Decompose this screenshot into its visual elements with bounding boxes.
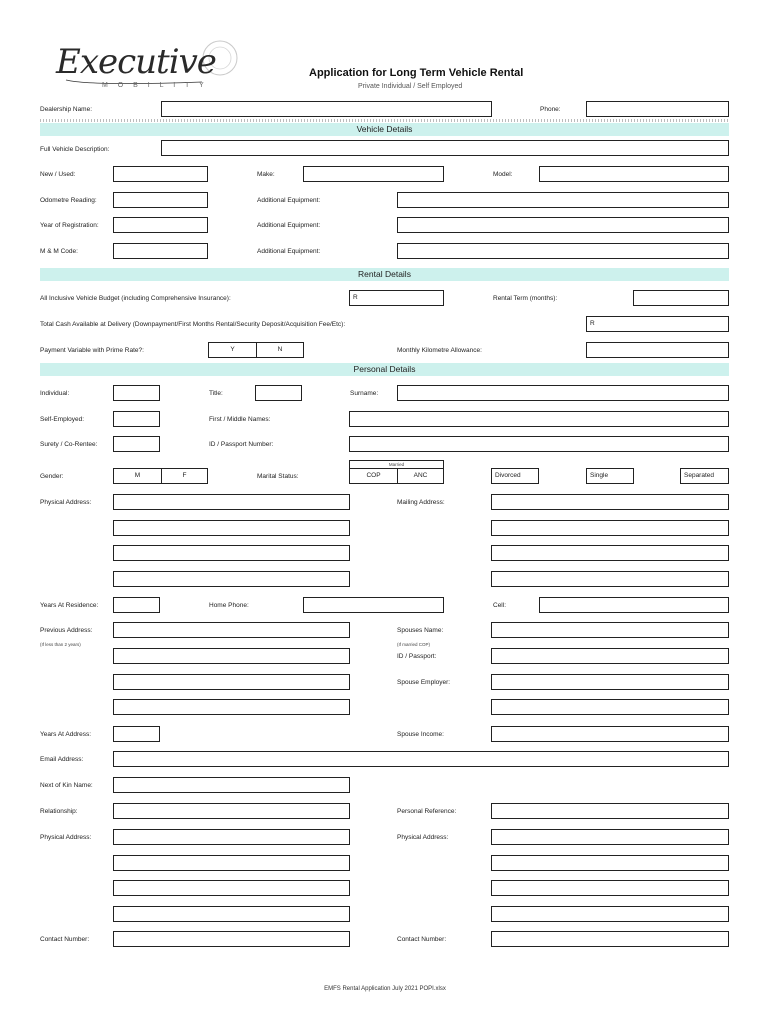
marital-cop[interactable]: COP: [366, 472, 381, 479]
surety-label: Surety / Co-Rentee:: [40, 441, 98, 448]
reference-address-line-4[interactable]: [491, 906, 729, 922]
married-caption: Married: [349, 460, 444, 468]
additional-equipment-field-1[interactable]: [397, 192, 729, 208]
kin-address-line-3[interactable]: [113, 880, 350, 896]
marital-divorced[interactable]: Divorced: [491, 468, 539, 484]
phone-field[interactable]: [586, 101, 729, 117]
marital-status-label: Marital Status:: [257, 473, 299, 480]
dealership-name-field[interactable]: [161, 101, 492, 117]
years-residence-field[interactable]: [113, 597, 160, 613]
vehicle-budget-label: All Inclusive Vehicle Budget (including Comprehensive Insurance):: [40, 295, 231, 302]
make-field[interactable]: [303, 166, 444, 182]
km-allowance-label: Monthly Kilometre Allowance:: [397, 347, 482, 354]
years-address-field[interactable]: [113, 726, 160, 742]
additional-equipment-label-3: Additional Equipment:: [257, 248, 321, 255]
mailing-address-line-3[interactable]: [491, 545, 729, 561]
page-footer: EMFS Rental Application July 2021 POPI.xlsx: [324, 986, 446, 992]
additional-equipment-field-3[interactable]: [397, 243, 729, 259]
prime-rate-yes[interactable]: Y: [230, 346, 235, 353]
years-residence-label: Years At Residence:: [40, 602, 99, 609]
next-of-kin-label: Next of Kin Name:: [40, 782, 93, 789]
full-vehicle-description-field[interactable]: [161, 140, 729, 156]
kin-contact-number-label: Contact Number:: [40, 936, 90, 943]
vehicle-budget-field[interactable]: R: [349, 290, 444, 306]
company-logo: [52, 36, 252, 96]
years-address-label: Years At Address:: [40, 731, 92, 738]
spouse-employer-label: Spouse Employer:: [397, 679, 451, 686]
section-personal-details: Personal Details: [40, 363, 729, 376]
gender-label: Gender:: [40, 473, 64, 480]
reference-contact-number-label: Contact Number:: [397, 936, 447, 943]
email-field[interactable]: [113, 751, 729, 767]
previous-address-line-1[interactable]: [113, 622, 350, 638]
physical-address-line-4[interactable]: [113, 571, 350, 587]
mailing-address-line-2[interactable]: [491, 520, 729, 536]
additional-equipment-label-2: Additional Equipment:: [257, 222, 321, 229]
prime-rate-field[interactable]: [208, 342, 304, 358]
prime-rate-label: Payment Variable with Prime Rate?:: [40, 347, 144, 354]
reference-address-line-3[interactable]: [491, 880, 729, 896]
spouse-name-field[interactable]: [491, 622, 729, 638]
gender-female[interactable]: F: [182, 472, 187, 479]
odometer-label: Odometre Reading:: [40, 197, 97, 204]
marital-anc[interactable]: ANC: [413, 472, 428, 479]
new-used-label: New / Used:: [40, 171, 76, 178]
previous-address-line-3[interactable]: [113, 674, 350, 690]
spouse-employer-field-2[interactable]: [491, 699, 729, 715]
self-employed-label: Self-Employed:: [40, 416, 85, 423]
reference-physical-address-label: Physical Address:: [397, 834, 449, 841]
rental-term-label: Rental Term (months):: [493, 295, 558, 302]
new-used-field[interactable]: [113, 166, 208, 182]
previous-address-line-2[interactable]: [113, 648, 350, 664]
marital-separated[interactable]: Separated: [680, 468, 729, 484]
dealership-name-label: Dealership Name:: [40, 106, 93, 113]
next-of-kin-field[interactable]: [113, 777, 350, 793]
personal-reference-field[interactable]: [491, 803, 729, 819]
relationship-label: Relationship:: [40, 808, 78, 815]
phone-label: Phone:: [540, 106, 561, 113]
year-registration-field[interactable]: [113, 217, 208, 233]
reference-address-line-1[interactable]: [491, 829, 729, 845]
make-label: Make:: [257, 171, 275, 178]
cash-available-field[interactable]: R: [586, 316, 729, 332]
reference-address-line-2[interactable]: [491, 855, 729, 871]
married-options[interactable]: [349, 468, 444, 484]
model-label: Model:: [493, 171, 513, 178]
gender-male[interactable]: M: [134, 472, 141, 479]
home-phone-field[interactable]: [303, 597, 444, 613]
section-rental-details: Rental Details: [40, 268, 729, 281]
self-employed-checkbox[interactable]: [113, 411, 160, 427]
page-title: Application for Long Term Vehicle Rental: [309, 67, 524, 79]
surname-label: Surname:: [350, 390, 379, 397]
individual-checkbox[interactable]: [113, 385, 160, 401]
gender-field[interactable]: [113, 468, 208, 484]
cell-label: Cell:: [493, 602, 507, 609]
cash-available-label: Total Cash Available at Delivery (Downpayment/First Months Rental/Security Deposit/Acquisition Fee/Etc):: [40, 321, 346, 328]
spouse-income-field[interactable]: [491, 726, 729, 742]
personal-reference-label: Personal Reference:: [397, 808, 457, 815]
kin-physical-address-label: Physical Address:: [40, 834, 92, 841]
physical-address-line-3[interactable]: [113, 545, 350, 561]
page-subtitle: Private Individual / Self Employed: [358, 83, 463, 90]
kin-address-line-2[interactable]: [113, 855, 350, 871]
kin-address-line-1[interactable]: [113, 829, 350, 845]
hatch-divider: [40, 119, 729, 122]
year-registration-label: Year of Registration:: [40, 222, 99, 229]
previous-address-note: (If less than 2 years): [40, 642, 81, 647]
first-names-label: First / Middle Names:: [209, 416, 271, 423]
marital-single[interactable]: Single: [586, 468, 634, 484]
km-allowance-field[interactable]: [586, 342, 729, 358]
mailing-address-line-1[interactable]: [491, 494, 729, 510]
mm-code-label: M & M Code:: [40, 248, 78, 255]
first-names-field[interactable]: [349, 411, 729, 427]
mailing-address-label: Mailing Address:: [397, 499, 445, 506]
logo-subtext: M O B I L I T Y: [102, 82, 208, 89]
previous-address-line-4[interactable]: [113, 699, 350, 715]
model-field[interactable]: [539, 166, 729, 182]
physical-address-line-1[interactable]: [113, 494, 350, 510]
additional-equipment-label-1: Additional Equipment:: [257, 197, 321, 204]
id-passport-field[interactable]: [349, 436, 729, 452]
prime-rate-no[interactable]: N: [277, 346, 283, 353]
mailing-address-line-4[interactable]: [491, 571, 729, 587]
id-passport-label: ID / Passport Number:: [209, 441, 274, 448]
surname-field[interactable]: [397, 385, 729, 401]
previous-address-label: Previous Address:: [40, 627, 93, 634]
relationship-field[interactable]: [113, 803, 350, 819]
logo-wordmark: Executive: [56, 42, 216, 82]
spouse-id-field[interactable]: [491, 648, 729, 664]
mm-code-field[interactable]: [113, 243, 208, 259]
physical-address-label: Physical Address:: [40, 499, 92, 506]
kin-contact-number-field[interactable]: [113, 931, 350, 947]
section-vehicle-details: Vehicle Details: [40, 123, 729, 136]
individual-label: Individual:: [40, 390, 70, 397]
cell-field[interactable]: [539, 597, 729, 613]
kin-address-line-4[interactable]: [113, 906, 350, 922]
spouse-employer-field-1[interactable]: [491, 674, 729, 690]
spouse-income-label: Spouse Income:: [397, 731, 444, 738]
odometer-field[interactable]: [113, 192, 208, 208]
title-field[interactable]: [255, 385, 302, 401]
title-label: Title:: [209, 390, 223, 397]
additional-equipment-field-2[interactable]: [397, 217, 729, 233]
home-phone-label: Home Phone:: [209, 602, 249, 609]
spouse-name-label: Spouses Name:: [397, 627, 444, 634]
rental-term-field[interactable]: [633, 290, 729, 306]
full-vehicle-description-label: Full Vehicle Description:: [40, 146, 110, 153]
reference-contact-number-field[interactable]: [491, 931, 729, 947]
spouse-id-label: ID / Passport:: [397, 653, 437, 660]
surety-checkbox[interactable]: [113, 436, 160, 452]
physical-address-line-2[interactable]: [113, 520, 350, 536]
spouse-name-note: (If married COP): [397, 642, 431, 647]
email-label: Email Address:: [40, 756, 84, 763]
